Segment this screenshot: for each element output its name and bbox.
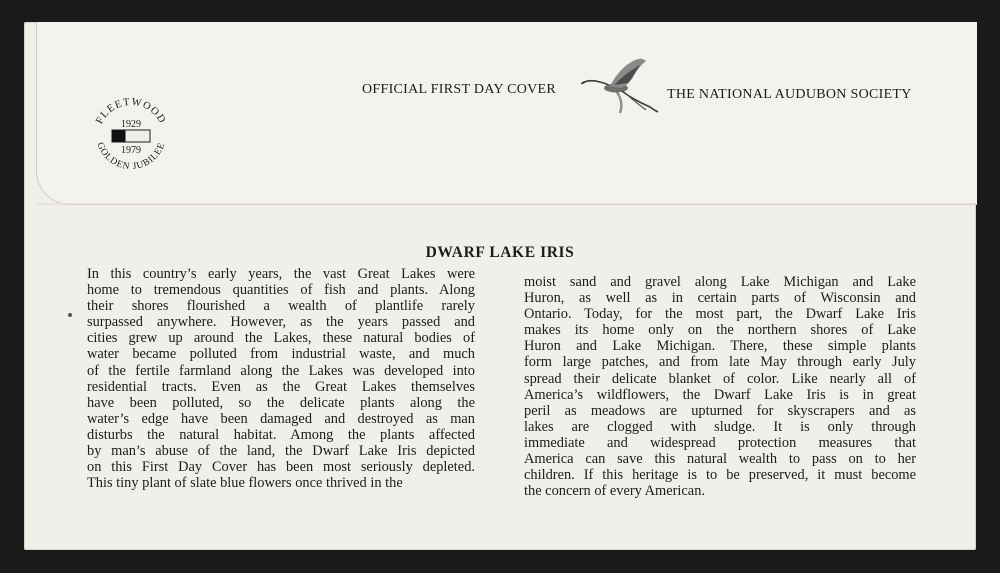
paper-blemish [68,313,72,317]
text-line: water’s edge have been damaged and destroyed as man [87,410,475,427]
text-line: lakes are clogged with sludge. It is only through [524,418,916,435]
text-line: water became polluted from industrial waste, and much [87,346,475,363]
text-line: form large patches, and from late May through early July [524,354,916,371]
text-line: disturbs the natural habitat. Among the plants affected [87,426,475,443]
national-audubon-society-label: THE NATIONAL AUDUBON SOCIETY [667,87,912,102]
text-line: Ontario. Today, for the most part, the Dwarf Lake Iris [524,306,916,323]
seal-top-text: FLEETWOOD [94,96,168,127]
text-line: the concern of every American. [524,483,705,500]
text-line: Huron, as well as in certain parts of Wisconsin and [524,290,916,307]
text-line: peril as meadows are upturned for skyscrapers and as [524,402,916,419]
cover-header [360,55,940,115]
article-left-column [87,266,475,491]
seal-year-end: 1979 [121,145,141,156]
flap-shadow [36,203,976,206]
article-right-column [524,274,916,499]
seal-ring [88,92,174,178]
text-line: This tiny plant of slate blue flowers once thrived in the [87,475,403,492]
text-line: surpassed anywhere. However, as the years passed and [87,314,475,331]
article-title: DWARF LAKE IRIS [425,244,575,261]
text-line: Huron and Lake Michigan. There, these simple plants [524,338,916,355]
text-line: In this country’s early years, the vast Great Lakes were [87,266,475,282]
text-line: their shores flourished a wealth of plantlife rarely [87,298,475,315]
text-line: residential tracts. Even as the Great Lakes themselves [87,378,475,395]
heron-icon [580,55,665,115]
text-line: have been polluted, so the delicate plants along the [87,394,475,411]
fleetwood-golden-jubilee-seal [88,92,174,178]
text-line: makes its home only on the northern shores of Lake [524,322,916,339]
seal-bottom-text: GOLDEN JUBILEE [94,141,168,173]
text-line: America can save this natural wealth to pass on to her [524,451,916,468]
text-line: America’s wildflowers, the Dwarf Lake Iris is in great [524,386,916,403]
text-line: moist sand and gravel along Lake Michigan and Lake [524,274,916,290]
official-first-day-cover-label: OFFICIAL FIRST DAY COVER [362,82,557,97]
text-line: on this First Day Cover has been most seriously depleted. [87,459,475,476]
text-line: immediate and widespread protection measures that [524,434,916,451]
text-line: by man’s abuse of the land, the Dwarf Lake Iris depicted [87,443,475,460]
text-line: of the fertile farmland along the Lakes was developed into [87,362,475,379]
text-line: home to tremendous quantities of fish and plants. Along [87,282,475,299]
text-line: children. If this heritage is to be preserved, it must become [524,467,916,484]
seal-year-start: 1929 [121,119,141,130]
text-line: spread their delicate blanket of color. Like nearly all of [524,370,916,387]
text-line: cities grew up around the Lakes, these natural bodies of [87,330,475,347]
